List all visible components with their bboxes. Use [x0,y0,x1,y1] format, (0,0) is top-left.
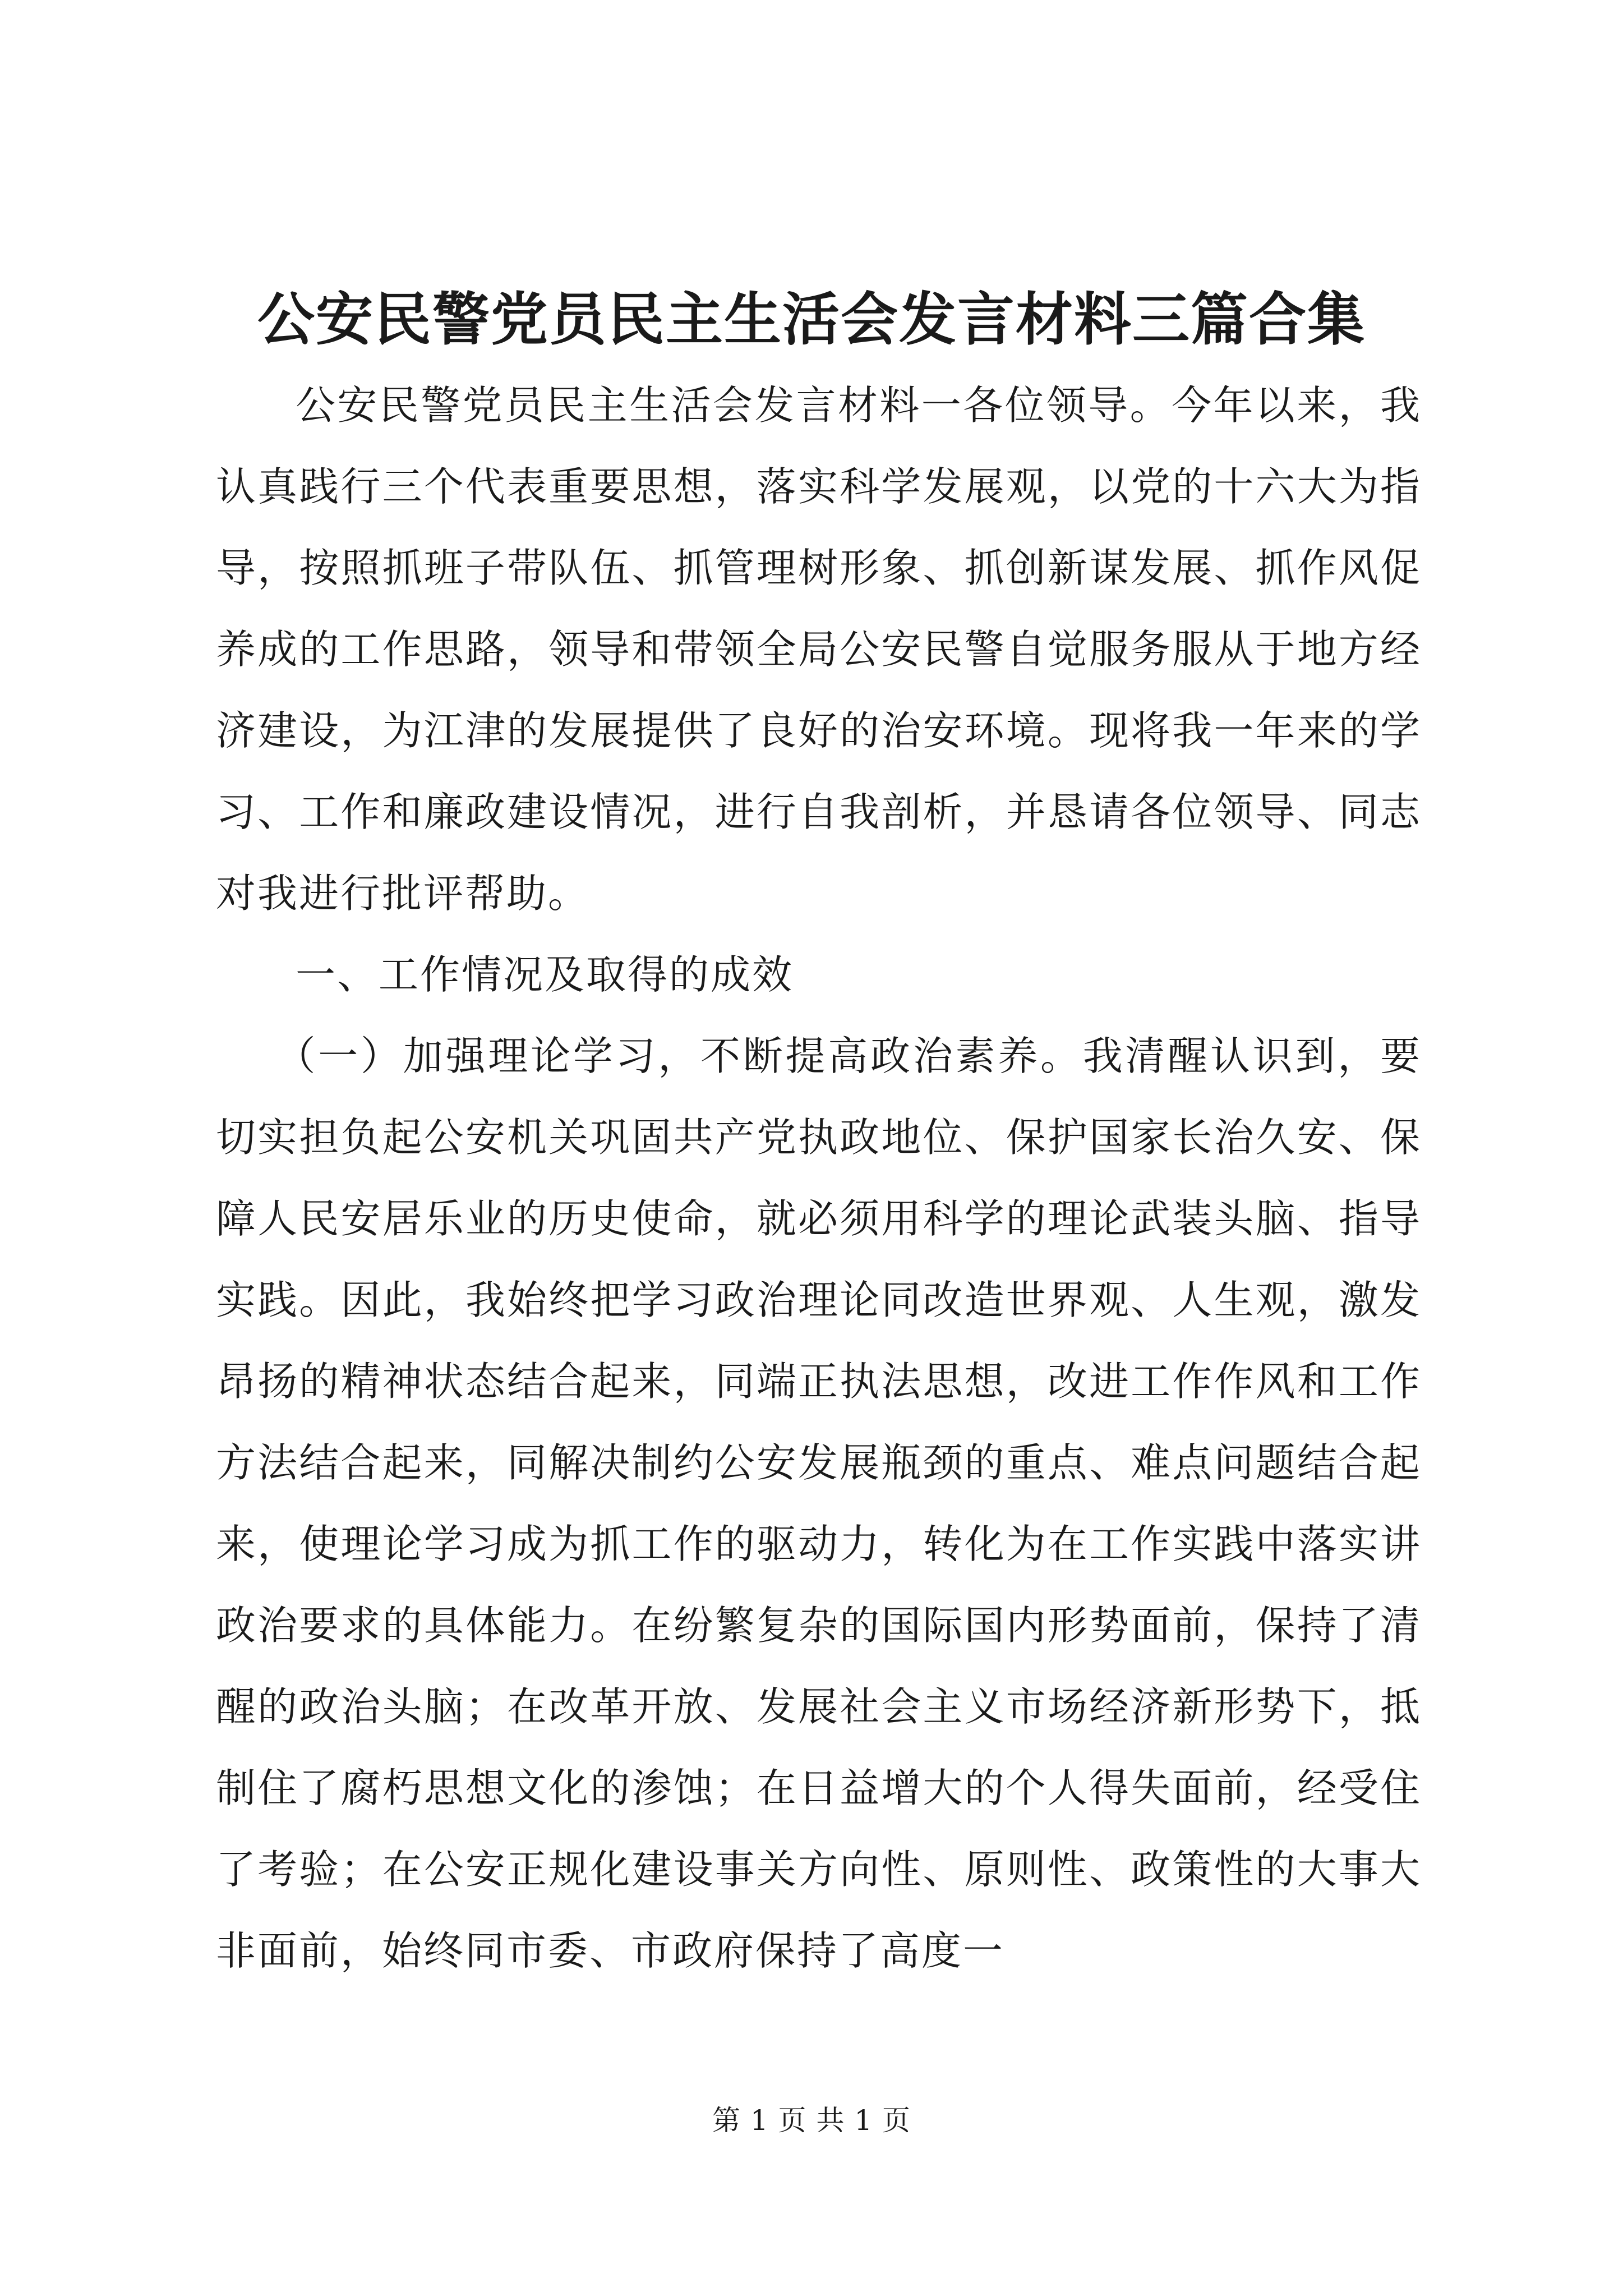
section-heading: 一、工作情况及取得的成效 [296,951,794,998]
document-title: 公安民警党员民主生活会发言材料三篇合集 [257,286,1366,353]
page-footer: 第 1 页 共 1 页 [712,2104,911,2137]
document-body [216,365,1422,1991]
paragraph-intro: 公安民警党员民主生活会发言材料一各位领导。今年以来，我认真践行三个代表重要思想，落实科学发展观，以党的十六大为指导，按照抓班子带队伍、抓管理树形象、抓创新谋发展、抓作风促养成的工作思路，领导和带领全局公安民警自觉服务服从于地方经济建设，为江津的发展提供了良好的治安环境。现将我一年来的学习、工作和廉政建设情况，进行自我剖析，并恳请各位领导、同志对我进行批评帮助。 [216,382,1422,917]
paragraph-theory-study: （一）加强理论学习，不断提高政治素养。我清醒认识到，要切实担负起公安机关巩固共产党执政地位、保护国家长治久安、保障人民安居乐业的历史使命，就必须用科学的理论武装头脑、指导实践。因此，我始终把学习政治理论同改造世界观、人生观，激发昂扬的精神状态结合起来，同端正执法思想，改进工作作风和工作方法结合起来，同解决制约公安发展瓶颈的重点、难点问题结合起来，使理论学习成为抓工作的驱动力，转化为在工作实践中落实讲政治要求的具体能力。在纷繁复杂的国际国内形势面前，保持了清醒的政治头脑；在改革开放、发展社会主义市场经济新形势下，抵制住了腐朽思想文化的渗蚀；在日益增大的个人得失面前，经受住了考验；在公安正规化建设事关方向性、原则性、政策性的大事大非面前，始终同市委、市政府保持了高度一 [216,1033,1422,1974]
